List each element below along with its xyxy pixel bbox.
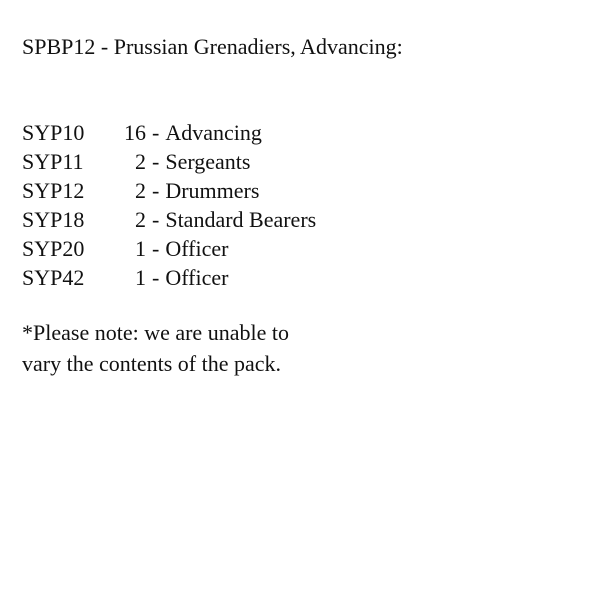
note-line: *Please note: we are unable to (22, 320, 289, 345)
item-quantity: 1 (135, 236, 146, 261)
list-item (22, 234, 316, 263)
item-code: SYP10 (22, 120, 85, 145)
item-quantity: 2 (135, 207, 146, 232)
list-item (22, 263, 316, 292)
item-code: SYP18 (22, 207, 85, 232)
list-item (22, 176, 316, 205)
item-separator: - (152, 207, 160, 232)
item-description: Advancing (165, 120, 262, 145)
item-description: Sergeants (165, 149, 251, 174)
item-code: SYP42 (22, 265, 85, 290)
list-item (22, 147, 316, 176)
item-quantity: 2 (135, 178, 146, 203)
item-separator: - (152, 149, 160, 174)
item-description: Officer (165, 265, 229, 290)
pack-note (22, 317, 442, 379)
item-code: SYP20 (22, 236, 85, 261)
item-separator: - (152, 120, 160, 145)
list-item (22, 118, 316, 147)
item-code: SYP11 (22, 149, 84, 174)
item-code: SYP12 (22, 178, 85, 203)
note-line: vary the contents of the pack. (22, 351, 282, 376)
item-description: Officer (165, 236, 229, 261)
item-separator: - (152, 178, 160, 203)
item-quantity: 2 (135, 149, 146, 174)
pack-title: SPBP12 - Prussian Grenadiers, Advancing: (22, 34, 403, 59)
pack-contents-list (22, 118, 316, 292)
item-separator: - (152, 265, 160, 290)
item-separator: - (152, 236, 160, 261)
item-description: Standard Bearers (165, 207, 317, 232)
item-description: Drummers (165, 178, 260, 203)
item-quantity: 1 (135, 265, 146, 290)
list-item (22, 205, 316, 234)
item-quantity: 16 (124, 120, 146, 145)
